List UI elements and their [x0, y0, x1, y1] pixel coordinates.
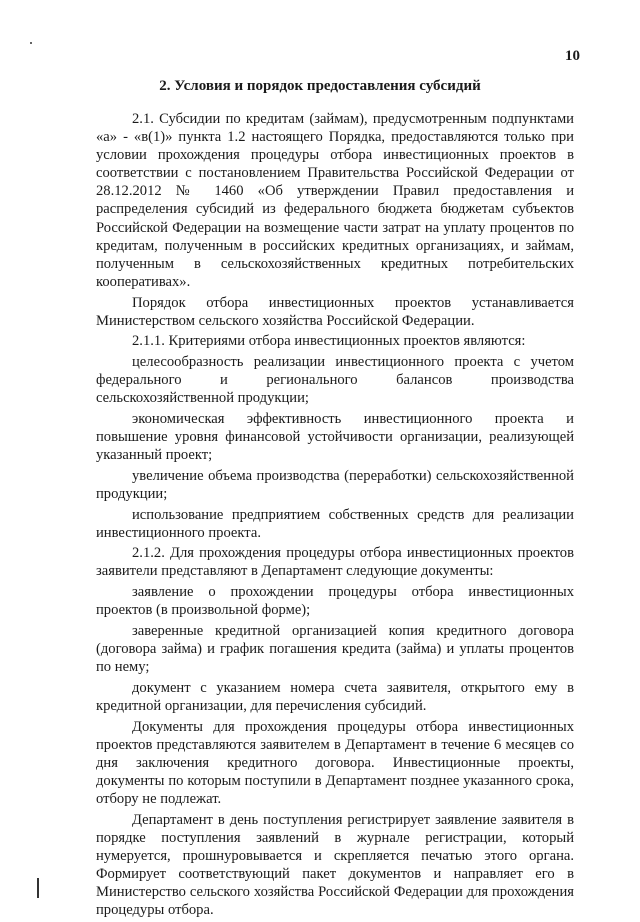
criterion-own-funds: использование предприятием собственных средств для реализации инвестиционного проекта. [96, 506, 574, 541]
paragraph-submission-deadline: Документы для прохождения процедуры отбора инвестиционных проектов представляются заявителем в Департамент в течение 6 месяцев со дня заключения кредитного договора. Инвестиционные проекты, документы по которым поступили в Департамент позднее указанного срока, отбору не подлежат. [96, 718, 574, 807]
scan-artifact-dot [30, 42, 32, 44]
page-number: 10 [565, 48, 580, 64]
paragraph-selection-procedure: Порядок отбора инвестиционных проектов устанавливается Министерством сельского хозяйства Российской Федерации. [96, 294, 574, 329]
document-account-number: документ с указанием номера счета заявителя, открытого ему в кредитной организации, для перечисления субсидий. [96, 679, 574, 714]
paragraph-2-1-2: 2.1.2. Для прохождения процедуры отбора инвестиционных проектов заявители представляют в Департамент следующие документы: [96, 545, 574, 580]
document-application: заявление о прохождении процедуры отбора инвестиционных проектов (в произвольной форме); [96, 584, 574, 619]
criterion-feasibility: целесообразность реализации инвестиционного проекта с учетом федерального и регионального балансов производства сельскохозяйственной продукции; [96, 354, 574, 407]
paragraph-2-1: 2.1. Субсидии по кредитам (займам), предусмотренным подпунктами «а» - «в(1)» пункта 1.2 настоящего Порядка, предоставляются только при условии прохождения процедуры отбора инвестиционных проектов в соответствии с постановлением Правительства Российской Федерации от 28.12.2012 № 1460 «Об утверждении Правил предоставления и распределения субсидий из федерального бюджета бюджетам субъектов Российской Федерации на возмещение части затрат на уплату процентов по кредитам, полученным в российских кредитных организациях, и займам, полученным в сельскохозяйственных кредитных потребительских кооперативах». [96, 111, 574, 290]
paragraph-2-1-1: 2.1.1. Критериями отбора инвестиционных проектов являются: [132, 333, 526, 350]
paragraph-registration: Департамент в день поступления регистрирует заявление заявителя в порядке поступления заявлений в журнале регистрации, который нумеруется, прошнуровывается и скрепляется печатью этого органа. Формирует соответствующий пакет документов и направляет его в Министерство сельского хозяйства Российской Федерации для прохождения процедуры отбора. [96, 811, 574, 919]
criterion-production-increase: увеличение объема производства (переработки) сельскохозяйственной продукции; [96, 467, 574, 502]
document-loan-contract: заверенные кредитной организацией копия кредитного договора (договора займа) и график погашения кредита (займа) и уплаты процентов по нему; [96, 622, 574, 676]
scan-artifact-line [37, 878, 39, 898]
criterion-efficiency: экономическая эффективность инвестиционного проекта и повышение уровня финансовой устойчивости организации, реализующей указанный проект; [96, 410, 574, 464]
document-body [96, 110, 574, 922]
section-title: 2. Условия и порядок предоставления субсидий [159, 78, 481, 94]
